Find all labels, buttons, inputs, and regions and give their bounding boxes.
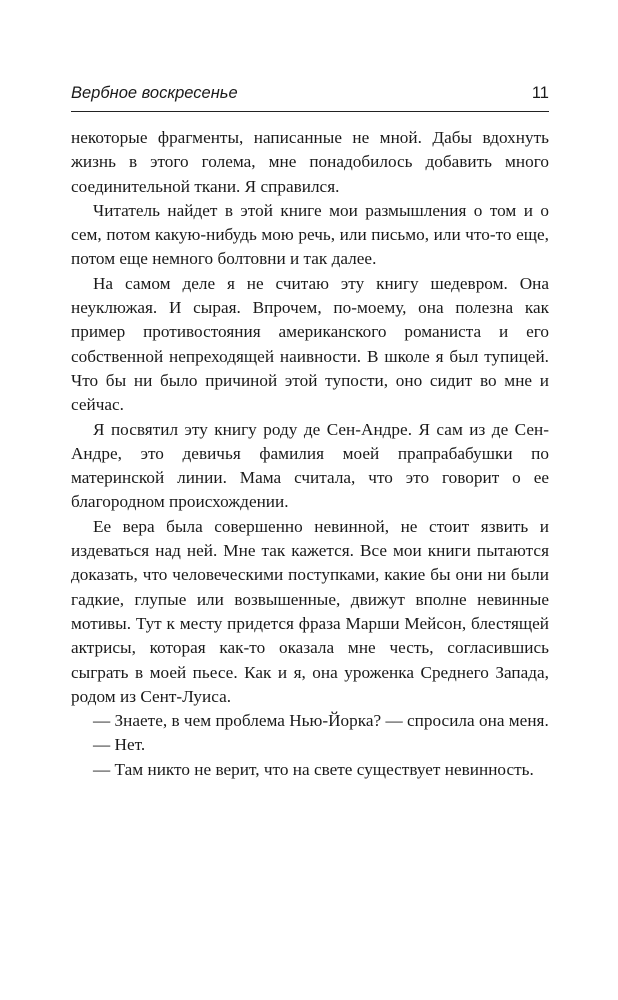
page-number: 11 xyxy=(531,84,549,102)
paragraph: На самом деле я не считаю эту книгу шедевром. Она неуклюжая. И сырая. Впрочем, по-моему, она полезна как пример противостояния американского романиста и его собственной непреходящей наивности. В школе я был тупицей. Что бы ни было причиной этой тупости, оно сидит во мне и сейчас. xyxy=(71,273,549,415)
book-page xyxy=(71,0,549,1000)
running-title: Вербное воскресенье xyxy=(71,84,238,102)
dialogue-line: — Там никто не верит, что на свете существует невинность. xyxy=(93,759,534,779)
paragraph: Ее вера была совершенно невинной, не стоит язвить и издеваться над ней. Мне так кажется. Все мои книги пытаются доказать, что человеческими поступками, какие бы они ни были гадкие, глупые или возвышенные, движут вполне невинные мотивы. Тут к месту придется фраза Марши Мейсон, блестящей актрисы, которая как-то оказала мне честь, согласившись сыграть в моей пьесе. Как и я, она уроженка Среднего Запада, родом из Сент-Луиса. xyxy=(71,516,549,706)
paragraph-continued: некоторые фрагменты, написанные не мной. Дабы вдохнуть жизнь в этого голема, мне понадобилось добавить много соединительной ткани. Я справился. xyxy=(71,128,549,196)
dialogue-line: — Нет. xyxy=(93,735,146,755)
header-rule xyxy=(71,111,549,112)
dialogue-line: — Знаете, в чем проблема Нью-Йорка? — спросила она меня. xyxy=(93,711,549,731)
body-text xyxy=(71,126,549,782)
running-head xyxy=(71,84,549,106)
paragraph: Читатель найдет в этой книге мои размышления о том и о сем, потом какую-нибудь мою речь, или письмо, или что-то еще, потом еще немного болтовни и так далее. xyxy=(71,200,549,269)
paragraph: Я посвятил эту книгу роду де Сен-Андре. Я сам из де Сен-Андре, это девичья фамилия моей прапрабабушки по материнской линии. Мама считала, что это говорит о ее благородном происхождении. xyxy=(71,419,549,512)
